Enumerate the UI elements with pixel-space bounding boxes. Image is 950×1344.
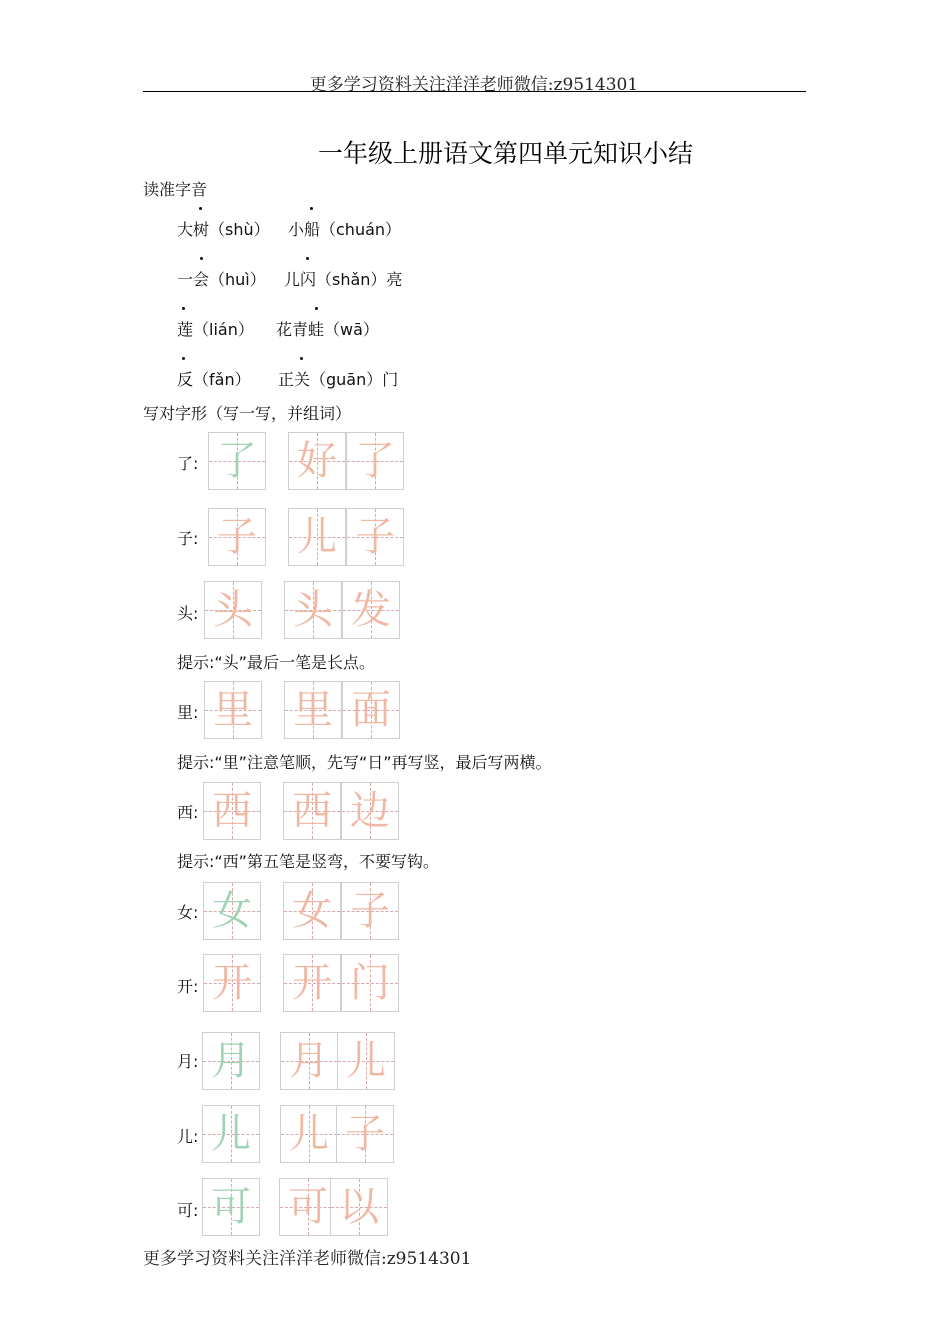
grid-char: 西: [292, 788, 332, 834]
tian-grid: [208, 432, 266, 490]
grid-char: 面: [351, 687, 391, 733]
grid-char: 月: [211, 1038, 251, 1084]
grid-char: 儿: [297, 514, 337, 560]
grid-char: 子: [350, 888, 390, 934]
emphasis-dot: [200, 257, 203, 260]
tian-grid: [283, 882, 341, 940]
grid-char: 女: [212, 888, 252, 934]
grid-char: 儿: [211, 1111, 251, 1157]
pinyin-item: 反（fǎn）: [177, 370, 251, 389]
grid-char: 头: [293, 587, 333, 633]
tian-grid: [283, 954, 341, 1012]
tian-grid: [204, 581, 262, 639]
grid-char: 西: [212, 788, 252, 834]
grid-char: 可: [211, 1184, 251, 1230]
grid-char: 女: [292, 888, 332, 934]
grid-char: 了: [217, 438, 257, 484]
emphasis-dot: [310, 207, 313, 210]
grid-char: 门: [350, 960, 390, 1006]
section-heading-pronunciation: 读准字音: [143, 180, 208, 199]
tian-grid: [330, 1178, 388, 1236]
char-label: 开:: [177, 977, 199, 996]
emphasis-dot: [182, 307, 185, 310]
grid-char: 月: [289, 1038, 329, 1084]
grid-char: 开: [212, 960, 252, 1006]
page-header: 更多学习资料关注洋洋老师微信:z9514301: [309, 75, 639, 95]
pinyin-item: 莲（lián）: [177, 320, 254, 339]
tian-grid: [204, 681, 262, 739]
grid-char: 子: [217, 514, 257, 560]
char-label: 子:: [177, 529, 199, 548]
emphasis-dot: [306, 257, 309, 260]
tip-text: 提示:“西”第五笔是竖弯，不要写钩。: [177, 852, 439, 871]
pinyin-item: 大树（shù）: [177, 220, 270, 239]
pinyin-item: 小船（chuán）: [288, 220, 402, 239]
char-label: 西:: [177, 803, 199, 822]
char-label: 女:: [177, 903, 199, 922]
grid-char: 子: [355, 514, 395, 560]
tian-grid: [203, 882, 261, 940]
tian-grid: [203, 782, 261, 840]
grid-char: 发: [351, 587, 391, 633]
page-footer: 更多学习资料关注洋洋老师微信:z9514301: [143, 1249, 472, 1269]
pinyin-item: 正关（guān）门: [278, 370, 399, 389]
char-label: 里:: [177, 703, 199, 722]
grid-char: 可: [288, 1184, 328, 1230]
emphasis-dot: [300, 357, 303, 360]
emphasis-dot: [199, 207, 202, 210]
char-label: 了:: [177, 454, 199, 473]
grid-char: 边: [350, 788, 390, 834]
pinyin-item: 一会（huì）: [177, 270, 266, 289]
tian-grid: [203, 954, 261, 1012]
grid-char: 好: [297, 438, 337, 484]
tian-grid: [288, 432, 346, 490]
tian-grid: [202, 1178, 260, 1236]
tip-text: 提示:“里”注意笔顺，先写“日”再写竖，最后写两横。: [177, 753, 552, 772]
grid-char: 儿: [346, 1038, 386, 1084]
tian-grid: [346, 508, 404, 566]
tian-grid: [288, 508, 346, 566]
tian-grid: [280, 1032, 338, 1090]
grid-char: 开: [292, 960, 332, 1006]
tian-grid: [342, 681, 400, 739]
tian-grid: [279, 1178, 337, 1236]
grid-char: 儿: [289, 1111, 329, 1157]
tian-grid: [337, 1032, 395, 1090]
char-label: 头:: [177, 604, 199, 623]
tian-grid: [336, 1105, 394, 1163]
grid-char: 子: [345, 1111, 385, 1157]
section-heading-writing: 写对字形（写一写，并组词）: [143, 404, 352, 423]
char-label: 月:: [177, 1052, 199, 1071]
grid-char: 里: [293, 687, 333, 733]
tip-text: 提示:“头”最后一笔是长点。: [177, 653, 375, 672]
char-label: 儿:: [177, 1127, 199, 1146]
tian-grid: [284, 581, 342, 639]
header-divider: [143, 91, 806, 92]
tian-grid: [341, 954, 399, 1012]
grid-char: 了: [355, 438, 395, 484]
tian-grid: [202, 1105, 260, 1163]
tian-grid: [341, 882, 399, 940]
tian-grid: [346, 432, 404, 490]
pinyin-item: 儿闪（shǎn）亮: [284, 270, 403, 289]
tian-grid: [280, 1105, 338, 1163]
tian-grid: [341, 782, 399, 840]
tian-grid: [283, 782, 341, 840]
emphasis-dot: [182, 357, 185, 360]
pinyin-item: 花青蛙（wā）: [276, 320, 379, 339]
grid-char: 头: [213, 587, 253, 633]
emphasis-dot: [315, 307, 318, 310]
tian-grid: [342, 581, 400, 639]
tian-grid: [202, 1032, 260, 1090]
grid-char: 以: [339, 1184, 379, 1230]
tian-grid: [208, 508, 266, 566]
page-title: 一年级上册语文第四单元知识小结: [318, 139, 694, 168]
grid-char: 里: [213, 687, 253, 733]
char-label: 可:: [177, 1201, 199, 1220]
tian-grid: [284, 681, 342, 739]
